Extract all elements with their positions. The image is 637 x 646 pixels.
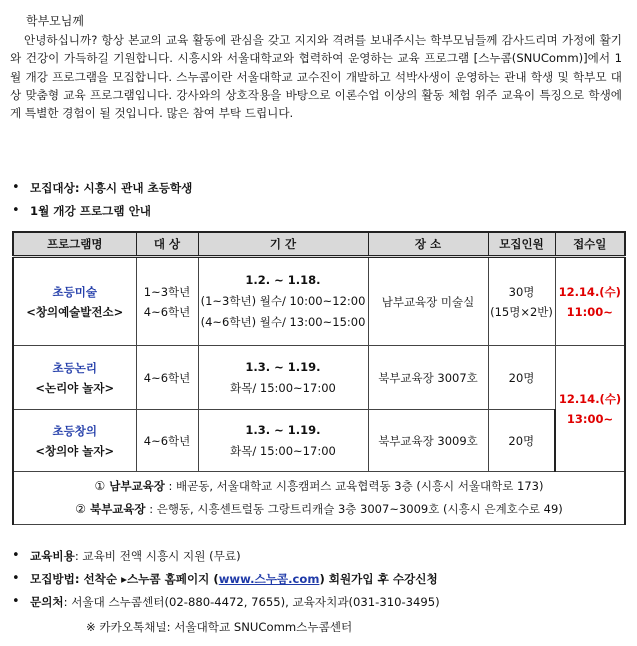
capacity-detail: (15명×2반) <box>490 304 553 319</box>
target-cell <box>136 257 198 346</box>
period-cell <box>198 257 368 346</box>
table-row <box>13 410 625 472</box>
col-header: 기 간 <box>198 232 368 257</box>
table-row <box>13 257 625 346</box>
program-subtitle: <창의예술발전소> <box>26 304 124 319</box>
bullet-label: 문의처 <box>30 595 64 609</box>
bullet-text: : 선착순 ▸스누콤 홈페이지 ( <box>74 572 219 586</box>
top-bullet-list <box>10 180 192 226</box>
period-dates: 1.2. ~ 1.18. <box>245 273 321 287</box>
location-row <box>13 472 625 525</box>
location-line <box>14 498 624 521</box>
period-cell <box>198 346 368 410</box>
location-address: : 배곧동, 서울대학교 시흥캠퍼스 교육협력동 3층 (시흥시 서울대학로 173) <box>168 479 544 493</box>
place-cell: 북부교육장 3007호 <box>368 346 488 410</box>
program-name-cell <box>13 410 136 472</box>
table-row <box>13 346 625 410</box>
reception-time: 11:00~ <box>566 304 613 319</box>
bullet-program-guide <box>10 203 192 226</box>
program-table <box>12 231 626 525</box>
period-time: 화목/ 15:00~17:00 <box>230 443 336 458</box>
capacity: 30명 <box>508 284 535 299</box>
target-cell: 4~6학년 <box>136 410 198 472</box>
program-name: 초등창의 <box>52 423 97 438</box>
bullet-label: 1월 개강 프로그램 안내 <box>30 204 151 218</box>
capacity-cell <box>488 257 555 346</box>
kakao-channel-note: ※ 카카오톡채널: 서울대학교 SNUComm스누콤센터 <box>86 620 353 634</box>
table-header-row <box>13 232 625 257</box>
program-name: 초등논리 <box>52 360 97 375</box>
target-cell: 4~6학년 <box>136 346 198 410</box>
reception-cell <box>555 346 625 472</box>
greeting: 학부모님께 <box>26 14 84 28</box>
target-grade: 1~3학년 <box>143 284 191 299</box>
bullet-text: ) 회원가입 후 수강신청 <box>319 572 438 586</box>
col-header: 모집인원 <box>488 232 555 257</box>
bullet-text: : 시흥시 관내 초등학생 <box>74 181 193 195</box>
intro-paragraph: 안녕하십니까? 항상 본교의 교육 활동에 관심을 갖고 지지와 격려를 보내주시는 학부모님들께 감사드리며 가정에 활기와 건강이 가득하길 기원합니다. 시흥시와 서울대학교와 협력하여 운영하는 교육 프로그램 [스누콤(SNUComm)]에서 1월 개강 프로그램을 모집합니다. 스누콤이란 서울대학교 교수진이 개발하고 석박사생이 운영하는 관내 학생 및 학부모 대상 맞춤형 교육 프로그램입니다. 강사와의 상호작용을 바탕으로 이론수업 이상의 활동 체험 위주 교육이 특징으로 학생에게 특별한 경험이 될 것입니다. 많은 참여 부탁 드립니다. <box>10 33 622 121</box>
reception-date: 12.14.(수) <box>558 284 621 299</box>
place-cell: 북부교육장 3009호 <box>368 410 488 472</box>
bullet-recruit-target <box>10 180 192 203</box>
reception-cell <box>555 257 625 346</box>
capacity-cell: 20명 <box>488 410 555 472</box>
reception-time: 13:00~ <box>566 411 614 426</box>
homepage-link[interactable]: www.스누콤.com <box>218 572 320 586</box>
location-name: 북부교육장 <box>89 502 146 516</box>
bullet-text: : 서울대 스누콤센터(02-880-4472, 7655), 교육자치과(031-310-3495) <box>63 595 440 609</box>
bullet-method <box>10 571 440 594</box>
col-header: 장 소 <box>368 232 488 257</box>
bottom-bullet-list <box>10 548 440 617</box>
period-time: (4~6학년) 월수/ 13:00~15:00 <box>200 315 366 329</box>
capacity-cell: 20명 <box>488 346 555 410</box>
period-time: 화목/ 15:00~17:00 <box>230 380 336 395</box>
col-header: 대 상 <box>136 232 198 257</box>
location-number: ① <box>94 479 106 493</box>
bullet-cost <box>10 548 440 571</box>
period-dates: 1.3. ~ 1.19. <box>245 422 321 437</box>
program-subtitle: <논리야 놀자> <box>35 380 115 395</box>
location-cell <box>13 472 625 525</box>
program-subtitle: <창의야 놀자> <box>35 443 115 458</box>
reception-date: 12.14.(수) <box>558 391 622 406</box>
program-name-cell <box>13 257 136 346</box>
bullet-label: 교육비용 <box>30 549 75 563</box>
location-line <box>14 475 624 498</box>
place-cell: 남부교육장 미술실 <box>368 257 488 346</box>
period-time: (1~3학년) 월수/ 10:00~12:00 <box>200 294 366 308</box>
col-header: 프로그램명 <box>13 232 136 257</box>
program-name: 초등미술 <box>52 284 97 299</box>
period-dates: 1.3. ~ 1.19. <box>245 359 321 374</box>
location-name: 남부교육장 <box>109 479 165 493</box>
bullet-contact <box>10 594 440 617</box>
period-cell <box>198 410 368 472</box>
target-grade: 4~6학년 <box>143 304 191 319</box>
bullet-label: 모집대상 <box>30 181 75 195</box>
location-address: : 은행동, 시흥센트럴동 그랑트리캐슬 3층 3007~3009호 (시흥시 은계호수로 49) <box>149 502 563 516</box>
bullet-label: 모집방법 <box>30 572 75 586</box>
bullet-text: : 교육비 전액 시흥시 지원 (무료) <box>74 549 241 563</box>
col-header: 접수일 <box>555 232 625 257</box>
location-number: ② <box>75 502 86 516</box>
program-name-cell <box>13 346 136 410</box>
